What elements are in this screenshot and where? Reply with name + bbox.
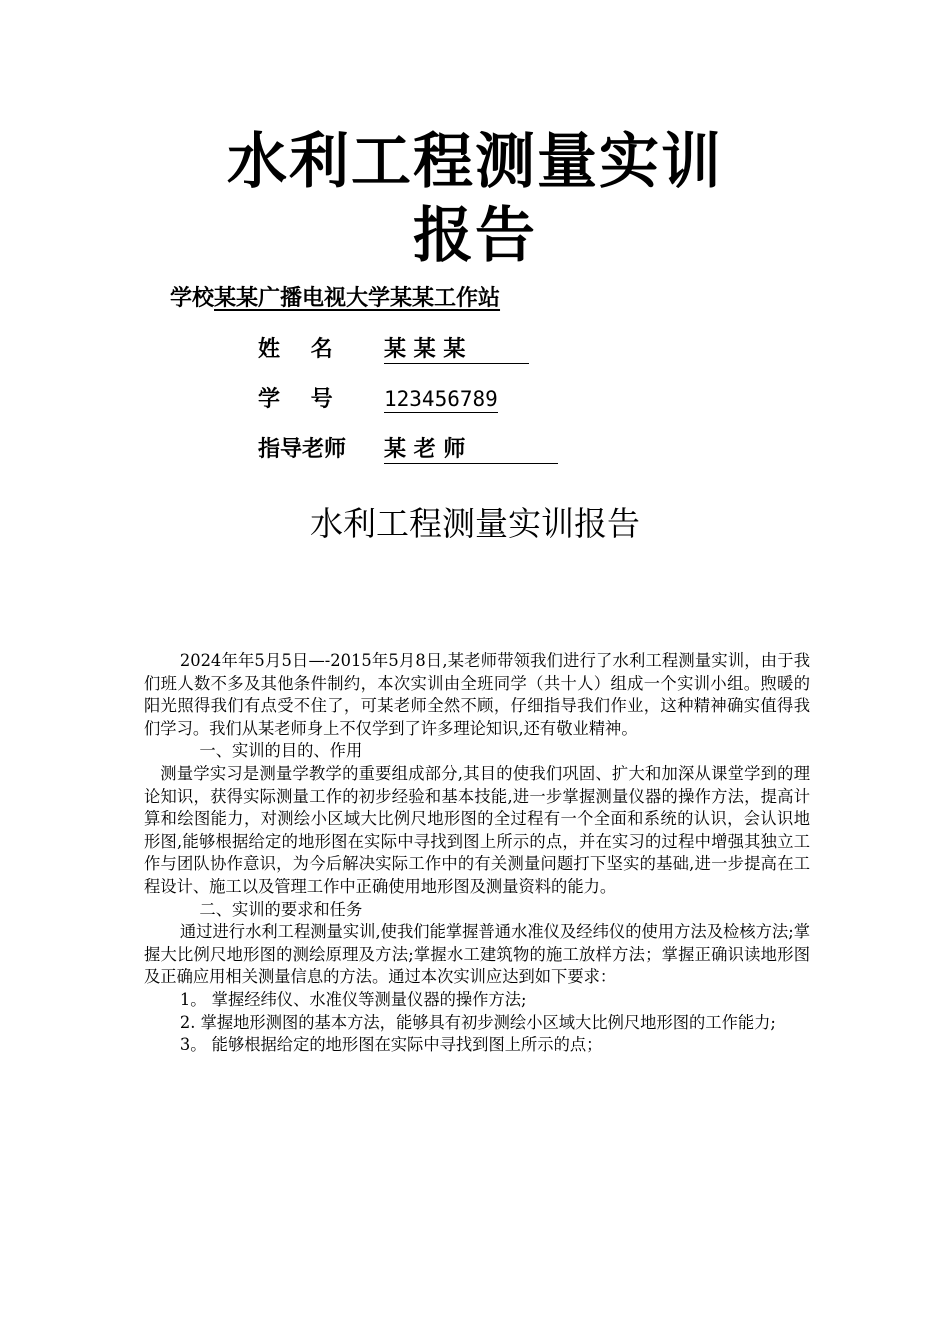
section-heading-requirements: 二、实训的要求和任务 [199, 899, 363, 919]
name-value: 某 某 某 [384, 337, 529, 364]
section-heading-purpose: 一、实训的目的、作用 [199, 741, 363, 761]
list-item: 1。 掌握经纬仪、水准仪等测量仪器的操作方法; [179, 989, 527, 1009]
id-label: 学 号 [258, 387, 333, 412]
report-title-line-2: 报告 [413, 201, 537, 271]
report-body [144, 650, 810, 1057]
school-row [170, 284, 500, 314]
id-value: 123456789 [384, 387, 498, 411]
paragraph-requirements: 通过进行水利工程测量实训,使我们能掌握普通水准仪及经纬仪的使用方法及检核方法;掌握大比例尺地形图的测绘原理及方法;掌握水工建筑物的施工放样方法；掌握正确识读地形图及正确应用相关测量信息的方法。通过本次实训应达到如下要求： [144, 922, 810, 987]
list-item: 3。 能够根据给定的地形图在实际中寻找到图上所示的点； [179, 1035, 603, 1055]
paragraph-intro: 2024年年5月5日—-2015年5月8日,某老师带领我们进行了水利工程测量实训，由于我们班人数不多及其他条件制约，本次实训由全班同学（共十人）组成一个实训小组。煦暖的阳光照得我们有点受不住了，可某老师全然不顾，仔细指导我们作业，这种精神确实值得我们学习。我们从某老师身上不仅学到了许多理论知识,还有敬业精神。 [144, 651, 810, 738]
teacher-label: 指导老师 [258, 437, 347, 462]
school-label: 学校 [170, 286, 215, 311]
report-title-line-1: 水利工程测量实训 [227, 127, 723, 197]
paragraph-purpose: 测量学实习是测量学教学的重要组成部分,其目的使我们巩固、扩大和加深从课堂学到的理论知识，获得实际测量工作的初步经验和基本技能,进一步掌握测量仪器的操作方法，提高计算和绘图能力，对测绘小区域大比例尺地形图的全过程有一个全面和系统的认识，会认识地形图,能够根据给定的地形图在实际中寻找到图上所示的点，并在实习的过程中增强其独立工作与团队协作意识，为今后解决实际工作中的有关测量问题打下坚实的基础,进一步提高在工程设计、施工以及管理工作中正确使用地形图及测量资料的能力。 [144, 763, 810, 896]
teacher-value: 某 老 师 [384, 437, 558, 464]
id-row [258, 385, 498, 415]
list-item: 2. 掌握地形测图的基本方法，能够具有初步测绘小区域大比例尺地形图的工作能力; [179, 1012, 776, 1032]
teacher-row [258, 435, 558, 465]
school-value: 某某广播电视大学某某工作站 [214, 286, 501, 311]
name-row [258, 335, 529, 365]
document-subtitle: 水利工程测量实训报告 [310, 504, 640, 543]
name-label: 姓 名 [258, 337, 333, 362]
